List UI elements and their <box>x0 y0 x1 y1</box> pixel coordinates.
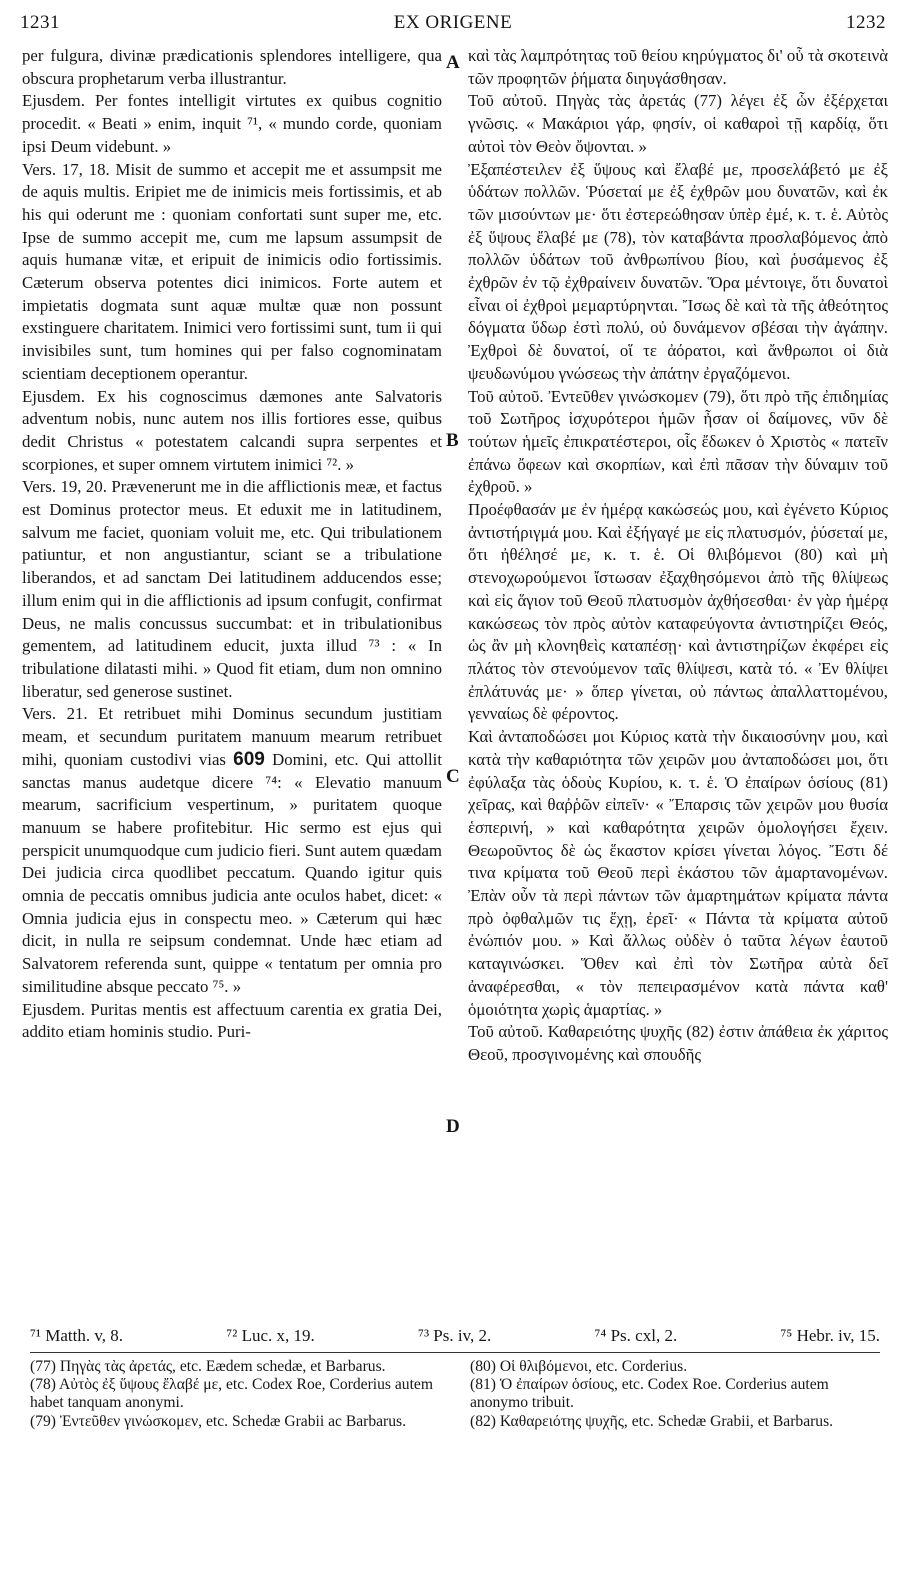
footnote: (79) Ἐντεῦθεν γινώσκομεν, etc. Schedæ Grabii ac Barbarus. <box>30 1412 407 1430</box>
footnotes-left <box>30 1358 445 1431</box>
greek-paragraph: Τοῦ αὐτοῦ. Πηγὰς τὰς ἀρετάς (77) λέγει ἐξ ὧν ἐξέρχεται γνῶσις. « Μακάριοι γάρ, φησίν, οἱ καθαροὶ τῇ καρδίᾳ, ὅτι αὐτοὶ τὸν Θεὸν ὄψονται. » <box>468 91 888 156</box>
scripture-references <box>30 1326 880 1346</box>
section-letter-d: D <box>446 1116 460 1137</box>
greek-paragraph: Τοῦ αὐτοῦ. Καθαρειότης ψυχῆς (82) ἐστιν ἀπάθεια ἐκ χάριτος Θεοῦ, προσγινομένης καὶ σπουδῆς <box>468 1022 888 1064</box>
section-letter-c: C <box>446 766 460 787</box>
scripture-ref: ⁷⁴ Ps. cxl, 2. <box>594 1326 678 1345</box>
section-letter-b: B <box>446 430 459 451</box>
section-letter-a: A <box>446 52 460 73</box>
latin-paragraph: Ejusdem. Ex his cognoscimus dæmones ante Salvatoris adventum nobis, nunc autem nos illis fortiores esse, quibus dedit Christus « potestatem calcandi supra serpentes et scorpiones, et super omnem virtutem inimici ⁷². » <box>22 386 442 474</box>
latin-paragraph: Ejusdem. Per fontes intelligit virtutes ex quibus cognitio procedit. « Beati » enim, inquit ⁷¹, « mundo corde, quoniam ipsi Deum videbunt. » <box>22 91 442 156</box>
latin-paragraph: Vers. 17, 18. Misit de summo et accepit me et assumpsit me de aquis multis. Eripiet me de inimicis meis fortissimis, et ab his qui oderunt me : quoniam confortati sunt super me, etc. Ipse de summo accepit me, cum me lapsum assumpsit de aquis humanæ vitæ, et eripuit de inimicis odio fortissimis. Cæterum observa potentes dici inimicos. Forte autem et impietatis dogmata sunt aquæ multæ quæ non possunt exstinguere charitatem. Inimici vero fortissimi sunt, tum ii qui invisibiles sunt, tum homines qui per falso cognominatam scientiam deceptionem operantur. <box>22 159 442 383</box>
footnote: (78) Αὐτὸς ἐξ ὕψους ἔλαβέ με, etc. Codex Roe, Corderius autem habet tanquam anonymi. <box>30 1376 433 1412</box>
footnote: (80) Οἱ θλιβόμενοι, etc. Corderius. <box>470 1358 688 1375</box>
scripture-ref: ⁷⁵ Hebr. iv, 15. <box>780 1326 880 1345</box>
left-page-number: 1231 <box>20 12 60 33</box>
latin-paragraph: per fulgura, divinæ prædicationis splendores intelligere, qua obscura prophetarum verba illustrantur. <box>22 46 442 88</box>
latin-paragraph-part: Vers. 21. Et retribuet mihi Dominus secundum justitiam meam, et secundum puritatem manuum mearum retribuet mihi, quoniam custodivi vias <box>22 704 442 769</box>
right-page-number: 1232 <box>846 12 886 33</box>
page-header <box>20 12 886 38</box>
greek-paragraph: Προέφθασάν με ἐν ἡμέρᾳ κακώσεώς μου, καὶ ἐγένετο Κύριος ἀντιστήριγμά μου. Καὶ ἐξήγαγέ με εἰς πλατυσμόν, ῥύσεταί με, ὅτι ἠθέλησέ με, κ. τ. ἑ. Οἱ θλιβόμενοι (80) καὶ μὴ στενοχωρούμενοι ἴστωσαν ἐξαχθησόμενοι ἀπὸ τῆς θλίψεως καὶ εἰς ἅγιον τοῦ Θεοῦ πλατυσμὸν ἀχθήσεσθαι· ἐν γὰρ ἡμέρᾳ κακώσεως τὸν πρὸς αὐτὸν καταφεύγοντα ἀντιστηρίζει Θεός, ὡς ἂν μὴ κλονηθεὶς καταπέσῃ· καὶ ἀντιστηρίζων ἐκφέρει εἰς πλάτος τὸν στενούμενον ταῖς θλίψεσι, κατὰ τό. « Ἐν θλίψει ἐπλάτυνάς με· » ὅπερ γίνεται, οὐ πάντως ἀπαλλαττομένου, γενναίως δὲ φέροντος. <box>468 500 888 724</box>
greek-paragraph: Καὶ ἀνταποδώσει μοι Κύριος κατὰ τὴν δικαιοσύνην μου, καὶ κατὰ τὴν καθαριότητα τῶν χειρῶν μου ἀνταποδώσει μοι, ὅτι ἐφύλαξα τὰς ὁδοὺς Κυρίου, κ. τ. ἑ. Ὁ ἐπαίρων ὁσίους (81) χεῖρας, καὶ θαῤῥῶν εἰπεῖν· « Ἔπαρσις τῶν χειρῶν μου θυσία ἑσπερινή, » καὶ καθαρότητα χειρῶν ὁμολογήσει ἔχειν. Θεωροῦντος δὲ ὡς ἕκαστον κρίσει γίνεται λόγος. Ἔστι δέ τινα κρίματα τοῦ Θεοῦ περὶ ἑκάστου τῶν ἁμαρτανομένων. Ἐπὰν οὖν τὰ περὶ πάντων τῶν ἁμαρτημάτων κρίματα πάντα πρὸ ὀφθαλμῶν τις ἔχῃ, ἐρεῖ· « Πάντα τὰ κρίματα αὐτοῦ ἐνώπιόν μου. » Καὶ ἄλλως οὐδὲν ὁ ταῦτα λέγων ἑαυτοῦ καταγινώσκει. Ὅθεν καὶ ἐπὶ τὸν Σωτῆρα αὐτὰ δεῖ ἀναφέρεσθαι, « τὸν πεπειρασμένον κατὰ πάντα καθ' ὁμοιότητα χωρὶς ἁμαρτίας. » <box>468 727 888 1019</box>
footnote-divider <box>30 1352 880 1353</box>
latin-paragraph: Ejusdem. Puritas mentis est affectuum carentia ex gratia Dei, addito etiam hominis studio. Puri- <box>22 999 442 1042</box>
scripture-ref: ⁷³ Ps. iv, 2. <box>418 1326 492 1345</box>
footnote: (77) Πηγὰς τὰς ἀρετάς, etc. Eædem schedæ, et Barbarus. <box>30 1358 386 1375</box>
latin-paragraph: Vers. 19, 20. Prævenerunt me in die afflictionis meæ, et factus est Dominus protector meus. Et eduxit me in latitudinem, salvum me faciet, quoniam voluit me, etc. Qui tribulationem patiuntur, et non angustiantur, sciant se a tribulatione liberandos, et ad sanctam Dei latitudinem adducendos esse; illum enim qui in die afflictionis ad ipsum confugit, confirmat Deus, ne malis concussus succumbat: et in tribulationibus gementem, ad latitudinem educit, juxta illud ⁷³ : « In tribulatione dilatasti mihi. » Quod fit etiam, dum non omnino liberatur, sed generose sustinet. <box>22 477 442 701</box>
greek-paragraph: Τοῦ αὐτοῦ. Ἐντεῦθεν γινώσκομεν (79), ὅτι πρὸ τῆς ἐπιδημίας τοῦ Σωτῆρος ἰσχυρότεροι ἡμῶν ἦσαν οἱ δαίμονες, νῦν δὲ τούτων ἡμεῖς ἐπικρατέστεροι, οἷς ἔδωκεν ὁ Χριστὸς « πατεῖν ἐπάνω ὄφεων καὶ σκορπίων, καὶ ἐπὶ πᾶσαν τὴν δύναμιν τοῦ ἐχθροῦ. » <box>468 386 888 497</box>
scripture-ref: ⁷¹ Matth. v, 8. <box>30 1326 124 1345</box>
running-title: EX ORIGENE <box>393 12 513 33</box>
scripture-ref: ⁷² Luc. x, 19. <box>226 1326 315 1345</box>
footnotes-right <box>470 1358 885 1431</box>
latin-paragraph-part: Domini, etc. Qui attollit sanctas manus audetque dicere ⁷⁴: « Elevatio manuum mearum, sacrificium vespertinum, » puritatem quoque manuum se habere profitebitur. Hic sermo est ejus qui perspicit unumquodque cum judicio fieri. Sunt autem quædam Dei judicia circa quodlibet peccatum. Quando igitur quis omnia de peccatis omnibus judicia ante oculos habet, dicet: « Omnia judicia ejus in conspectu meo. » Cæterum qui hæc dicit, in nulla re seipsum condemnat. Unde hæc etiam ad Salvatorem referenda sunt, quippe « tentatum per omnia pro similitudine absque peccato ⁷⁵. » <box>22 749 442 996</box>
latin-paragraph <box>22 703 442 998</box>
footnote: (81) Ὁ ἐπαίρων ὁσίους, etc. Codex Roe. Corderius autem anonymo tribuit. <box>470 1376 829 1412</box>
greek-paragraph: Ἐξαπέστειλεν ἐξ ὕψους καὶ ἔλαβέ με, προσελάβετό με ἐξ ὑδάτων πολλῶν. Ῥύσεταί με ἐξ ἐχθρῶν μου δυνατῶν, καὶ ἐκ τῶν μισούντων με· ὅτι ἐστερεώθησαν ὑπὲρ ἐμέ, κ. τ. ἑ. Αὐτὸς ἐξ ὕψους ἔλαβέ με (78), τὸν καταβάντα προσλαβόμενος ἀπὸ πολλῶν ὑδάτων τοῦ ἀνθρωπίνου βίου, καὶ ῥυσάμενος ἐξ ἐχθρῶν ἐν τῷ ἐχθραίνειν δυνατῶν. Ὅρα μέντοιγε, ὅτι δυνατοὶ εἶναι οἱ ἐχθροὶ μεμαρτύρηνται. Ἴσως δὲ καὶ τὰ τῆς ἀθεότητος δόγματα ὕδωρ ἐστὶ πολύ, οὐ δυνάμενον σβέσαι τὴν ἀγάπην. Ἐχθροὶ δὲ δυνατοί, οἵ τε ἀόρατοι, καὶ ἄνθρωποι οἱ διὰ ψευδωνύμου γνώσεως τὴν ἀπάτην ἐργαζόμενοι. <box>468 159 888 383</box>
greek-paragraph: καὶ τὰς λαμπρότητας τοῦ θείου κηρύγματος δι' οὗ τὰ σκοτεινὰ τῶν προφητῶν ῥήματα διηυγάσθησαν. <box>468 46 888 88</box>
column-number-marker: 609 <box>233 748 265 770</box>
footnote: (82) Καθαρειότης ψυχῆς, etc. Schedæ Grabii, et Barbarus. <box>470 1412 834 1430</box>
latin-column <box>22 45 442 1044</box>
greek-column <box>468 45 888 1067</box>
